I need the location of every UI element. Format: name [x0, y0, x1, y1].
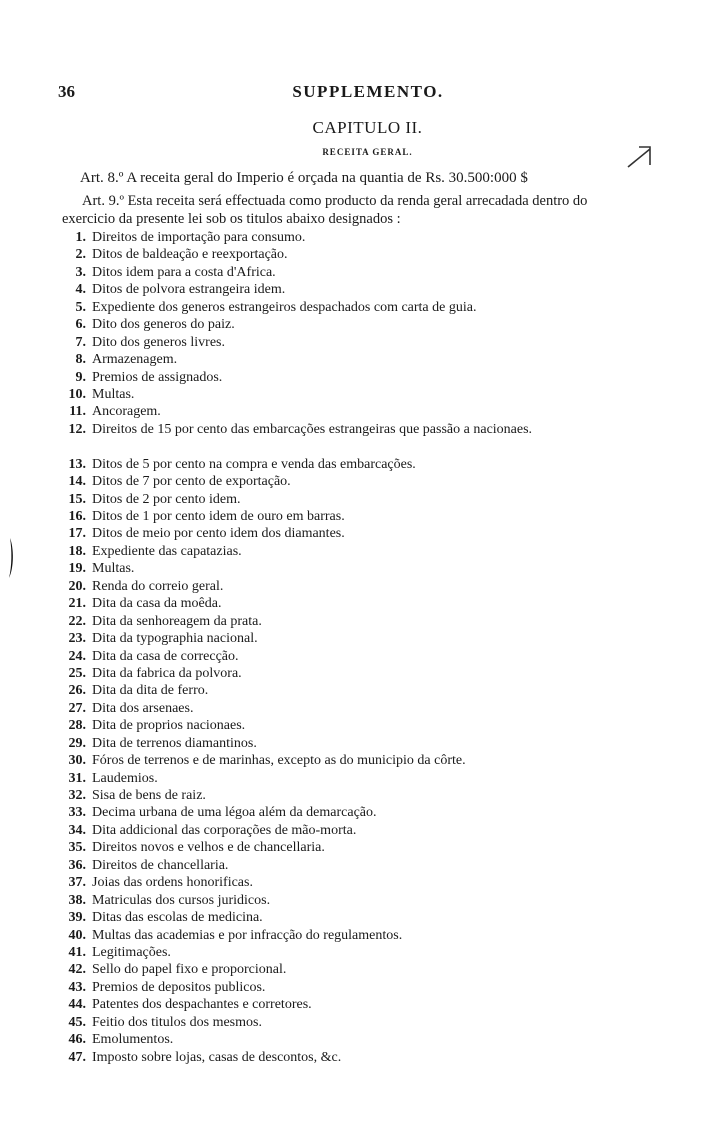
item-number: 34. [68, 822, 86, 838]
item-number: 32. [68, 788, 86, 804]
list-item [46, 874, 636, 891]
item-text: Premios de depositos publicos. [92, 979, 266, 995]
item-number: 5. [75, 299, 86, 315]
item-text: Expediente das capatazias. [92, 543, 242, 559]
list-item [46, 700, 636, 717]
list-item [46, 804, 636, 821]
list-item [46, 508, 636, 525]
item-number: 15. [68, 491, 86, 507]
item-number: 17. [68, 526, 86, 542]
item-text: Premios de assignados. [92, 369, 223, 385]
item-text: Imposto sobre lojas, casas de descontos, &c. [92, 1049, 342, 1065]
item-text: Dita de proprios nacionaes. [92, 718, 246, 734]
item-text: Direitos novos e velhos e de chancellaria. [92, 840, 325, 856]
item-number: 24. [68, 648, 86, 664]
item-text: Dita de terrenos diamantinos. [92, 735, 257, 751]
item-number: 6. [75, 317, 86, 333]
item-text: Laudemios. [92, 770, 158, 786]
item-text: Ditos de 2 por cento idem. [92, 491, 241, 507]
item-number: 3. [75, 264, 86, 280]
item-text: Ditos de meio por cento idem dos diamantes. [92, 526, 345, 542]
item-text: Ditos de polvora estrangeira idem. [92, 282, 286, 298]
page-number: 36 [58, 82, 75, 101]
item-number: 35. [68, 840, 86, 856]
item-text: Dita da casa de correcção. [92, 648, 239, 664]
item-number: 8. [75, 352, 86, 368]
item-number: 45. [68, 1014, 86, 1030]
list-item [46, 822, 636, 839]
item-number: 26. [68, 683, 86, 699]
item-text: Ditos de 5 por cento na compra e venda das embarcações. [92, 456, 416, 472]
item-text: Dito dos generos do paiz. [92, 317, 235, 333]
list-item [46, 787, 636, 804]
item-text: Renda do correio geral. [92, 578, 224, 594]
item-text: Matriculas dos cursos juridicos. [92, 892, 271, 908]
item-number: 47. [68, 1049, 86, 1065]
item-text: Sisa de bens de raiz. [92, 788, 206, 804]
list-item [46, 996, 636, 1013]
item-text: Dito dos generos livres. [92, 334, 225, 350]
list-item [46, 543, 636, 560]
item-number: 11. [69, 404, 86, 420]
item-number: 42. [68, 962, 86, 978]
item-number: 10. [68, 386, 86, 402]
item-text: Legitimações. [92, 944, 171, 960]
list-item [46, 473, 636, 490]
running-title: SUPPLEMENTO. [292, 82, 444, 101]
item-number: 7. [75, 334, 86, 350]
pencil-arrow-mark [626, 143, 654, 171]
list-item [46, 369, 636, 386]
item-number: 25. [68, 665, 86, 681]
list-item [46, 386, 636, 403]
list-item [46, 613, 636, 630]
list-item [46, 665, 636, 682]
item-text: Ditos de 1 por cento idem de ouro em barras. [92, 509, 345, 525]
list-item [46, 1031, 636, 1048]
list-item [46, 979, 636, 996]
item-text: Direitos de chancellaria. [92, 857, 229, 873]
item-number: 9. [75, 369, 86, 385]
list-item [46, 456, 636, 473]
section-title: RECEITA GERAL. [322, 147, 413, 157]
item-number: 23. [68, 631, 86, 647]
list-item [46, 752, 636, 769]
item-number: 31. [68, 770, 86, 786]
item-number: 36. [68, 857, 86, 873]
item-number: 4. [75, 282, 86, 298]
item-number: 38. [68, 892, 86, 908]
list-item [46, 770, 636, 787]
revenue-items-list [46, 229, 636, 1066]
chapter-title: CAPITULO II. [312, 118, 423, 137]
item-number: 16. [68, 509, 86, 525]
list-item [46, 316, 636, 333]
list-item [46, 525, 636, 542]
item-text: Dita da typographia nacional. [92, 631, 258, 647]
article-8: Art. 8.º A receita geral do Imperio é orçada na quantia de Rs. 30.500:000 $ [80, 170, 528, 186]
item-text: Armazenagem. [92, 352, 178, 368]
list-item [46, 403, 636, 420]
item-text: Dita addicional das corporações de mão-morta. [92, 822, 357, 838]
list-item [46, 281, 636, 298]
item-number: 13. [68, 456, 86, 472]
item-number: 12. [68, 421, 86, 437]
item-number: 46. [68, 1032, 86, 1048]
item-text: Patentes dos despachantes e corretores. [92, 997, 312, 1013]
list-item [46, 578, 636, 595]
item-number: 44. [68, 997, 86, 1013]
item-number: 14. [68, 474, 86, 490]
list-item [46, 491, 636, 508]
item-number: 43. [68, 979, 86, 995]
list-item [46, 927, 636, 944]
list-item [46, 560, 636, 577]
item-text: Emolumentos. [92, 1032, 174, 1048]
list-item [46, 351, 636, 368]
list-item [46, 264, 636, 281]
item-number: 1. [75, 230, 86, 245]
item-text: Joias das ordens honorificas. [92, 875, 253, 891]
item-number: 22. [68, 613, 86, 629]
item-text: Direitos de importação para consumo. [92, 230, 306, 245]
item-number: 19. [68, 561, 86, 577]
item-number: 29. [68, 735, 86, 751]
list-item [46, 717, 636, 734]
item-text: Ditos idem para a costa d'Africa. [92, 264, 276, 280]
item-number: 27. [68, 700, 86, 716]
list-item [46, 735, 636, 752]
list-item [46, 630, 636, 647]
item-number: 33. [68, 805, 86, 821]
item-number: 28. [68, 718, 86, 734]
item-number: 37. [68, 875, 86, 891]
item-number: 2. [75, 247, 86, 263]
item-number: 30. [68, 753, 86, 769]
item-text: Expediente dos generos estrangeiros despachados com carta de guia. [92, 299, 477, 315]
list-item [46, 229, 636, 246]
list-item [46, 1014, 636, 1031]
list-item [46, 892, 636, 909]
item-text: Sello do papel fixo e proporcional. [92, 962, 287, 978]
item-text: Ditos de 7 por cento de exportação. [92, 474, 291, 490]
list-item [46, 909, 636, 926]
item-text: Ancoragem. [92, 404, 161, 420]
item-text: Dita da dita de ferro. [92, 683, 209, 699]
item-text: Decima urbana de uma légoa além da demarcação. [92, 805, 377, 821]
list-item [46, 839, 636, 856]
item-text: Dita da casa da moêda. [92, 596, 222, 612]
item-text: Multas das academias e por infracção do regulamentos. [92, 927, 403, 943]
list-item [46, 1049, 636, 1066]
item-number: 21. [68, 596, 86, 612]
list-item [46, 334, 636, 351]
ink-blot [6, 538, 14, 578]
item-text: Ditas das escolas de medicina. [92, 910, 263, 926]
item-number: 39. [68, 910, 86, 926]
item-text: Fóros de terrenos e de marinhas, excepto as do municipio da côrte. [92, 753, 466, 769]
page-header [58, 82, 618, 108]
list-item [46, 682, 636, 699]
item-text: Dita dos arsenaes. [92, 700, 194, 716]
item-text: Dita da senhoreagem da prata. [92, 613, 262, 629]
item-number: 41. [68, 944, 86, 960]
list-item [46, 648, 636, 665]
item-text: Dita da fabrica da polvora. [92, 665, 242, 681]
item-number: 40. [68, 927, 86, 943]
item-number: 18. [68, 543, 86, 559]
item-text: Feitio dos titulos dos mesmos. [92, 1014, 262, 1030]
item-text: Direitos de 15 por cento das embarcações estrangeiras que passão a nacionaes. [92, 421, 533, 437]
list-item [46, 857, 636, 874]
list-item [46, 421, 636, 456]
item-text: Ditos de baldeação e reexportação. [92, 247, 288, 263]
list-item [46, 595, 636, 612]
item-text: Multas. [92, 386, 135, 402]
list-item [46, 944, 636, 961]
list-item [46, 299, 636, 316]
item-number: 20. [68, 578, 86, 594]
article-9: Art. 9.º Esta receita será effectuada como producto da renda geral arrecadada dentro do exercicio da presente lei sob os titulos abaixo designados : [62, 193, 588, 227]
list-item [46, 961, 636, 978]
list-item [46, 246, 636, 263]
item-text: Multas. [92, 561, 135, 577]
